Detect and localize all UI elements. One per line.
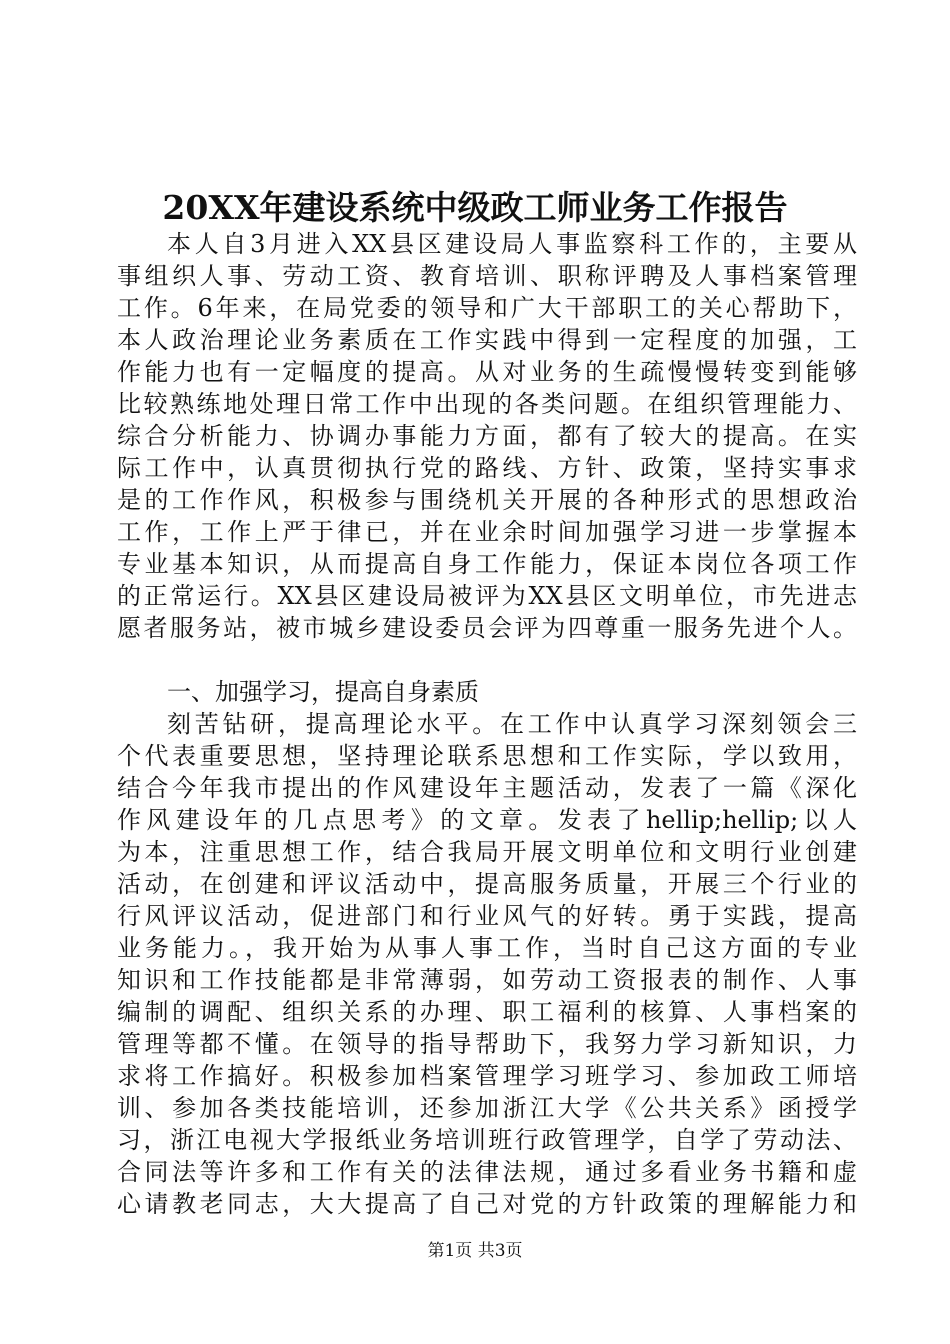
text-line: 际工作中，认真贯彻执行党的路线、方针、政策，坚持实事求 [117,454,857,482]
text-line: 管理等都不懂。在领导的指导帮助下，我努力学习新知识，力 [117,1030,857,1058]
text-line: 工作。6年来，在局党委的领导和广大干部职工的关心帮助下， [117,294,857,322]
text-line: 是的工作作风，积极参与围绕机关开展的各种形式的思想政治 [117,486,857,514]
text-line: 刻苦钻研，提高理论水平。在工作中认真学习深刻领会三 [167,710,857,738]
text-line: 为本，注重思想工作，结合我局开展文明单位和文明行业创建 [117,838,857,866]
text-line: 求将工作搞好。积极参加档案管理学习班学习、参加政工师培 [117,1062,857,1090]
section-heading: 一、加强学习，提高自身素质 [167,678,479,706]
text-line: 综合分析能力、协调办事能力方面，都有了较大的提高。在实 [117,422,857,450]
text-line: 合同法等许多和工作有关的法律法规，通过多看业务书籍和虚 [117,1158,857,1186]
text-line: 专业基本知识，从而提高自身工作能力，保证本岗位各项工作 [117,550,857,578]
text-line: 编制的调配、组织关系的办理、职工福利的核算、人事档案的 [117,998,857,1026]
text-line: 工作，工作上严于律已，并在业余时间加强学习进一步掌握本 [117,518,857,546]
text-line: 愿者服务站，被市城乡建设委员会评为四尊重一服务先进个人。 [117,614,857,642]
text-line: 本人政治理论业务素质在工作实践中得到一定程度的加强，工 [117,326,857,354]
intro-paragraph [117,228,857,644]
text-line: 作能力也有一定幅度的提高。从对业务的生疏慢慢转变到能够 [117,358,857,386]
section-paragraph [117,708,857,1220]
text-line: 结合今年我市提出的作风建设年主题活动，发表了一篇《深化 [117,774,857,802]
paragraph-gap [117,644,857,676]
page-number: 第1页 共3页 [427,1241,523,1261]
text-line: 心请教老同志，大大提高了自己对党的方针政策的理解能力和 [117,1190,857,1218]
text-line: 知识和工作技能都是非常薄弱，如劳动工资报表的制作、人事 [117,966,857,994]
text-line: 本人自3月进入XX县区建设局人事监察科工作的，主要从 [167,230,857,258]
text-line: 事组织人事、劳动工资、教育培训、职称评聘及人事档案管理 [117,262,857,290]
text-line: 训、参加各类技能培训，还参加浙江大学《公共关系》函授学 [117,1094,857,1122]
text-line: 的正常运行。XX县区建设局被评为XX县区文明单位，市先进志 [117,582,857,610]
text-line: 业务能力。，我开始为从事人事工作，当时自己这方面的专业 [117,934,857,962]
text-line: 个代表重要思想，坚持理论联系思想和工作实际，学以致用， [117,742,857,770]
text-line: 行风评议活动，促进部门和行业风气的好转。勇于实践，提高 [117,902,857,930]
document-body [117,228,857,1220]
text-line: 比较熟练地处理日常工作中出现的各类问题。在组织管理能力、 [117,390,857,418]
text-line: 活动，在创建和评议活动中，提高服务质量，开展三个行业的 [117,870,857,898]
text-line: 习，浙江电视大学报纸业务培训班行政管理学，自学了劳动法、 [117,1126,857,1154]
page-title: 20XX年建设系统中级政工师业务工作报告 [162,188,788,227]
text-line: 作风建设年的几点思考》的文章。发表了hellip;hellip;以人 [117,806,857,834]
